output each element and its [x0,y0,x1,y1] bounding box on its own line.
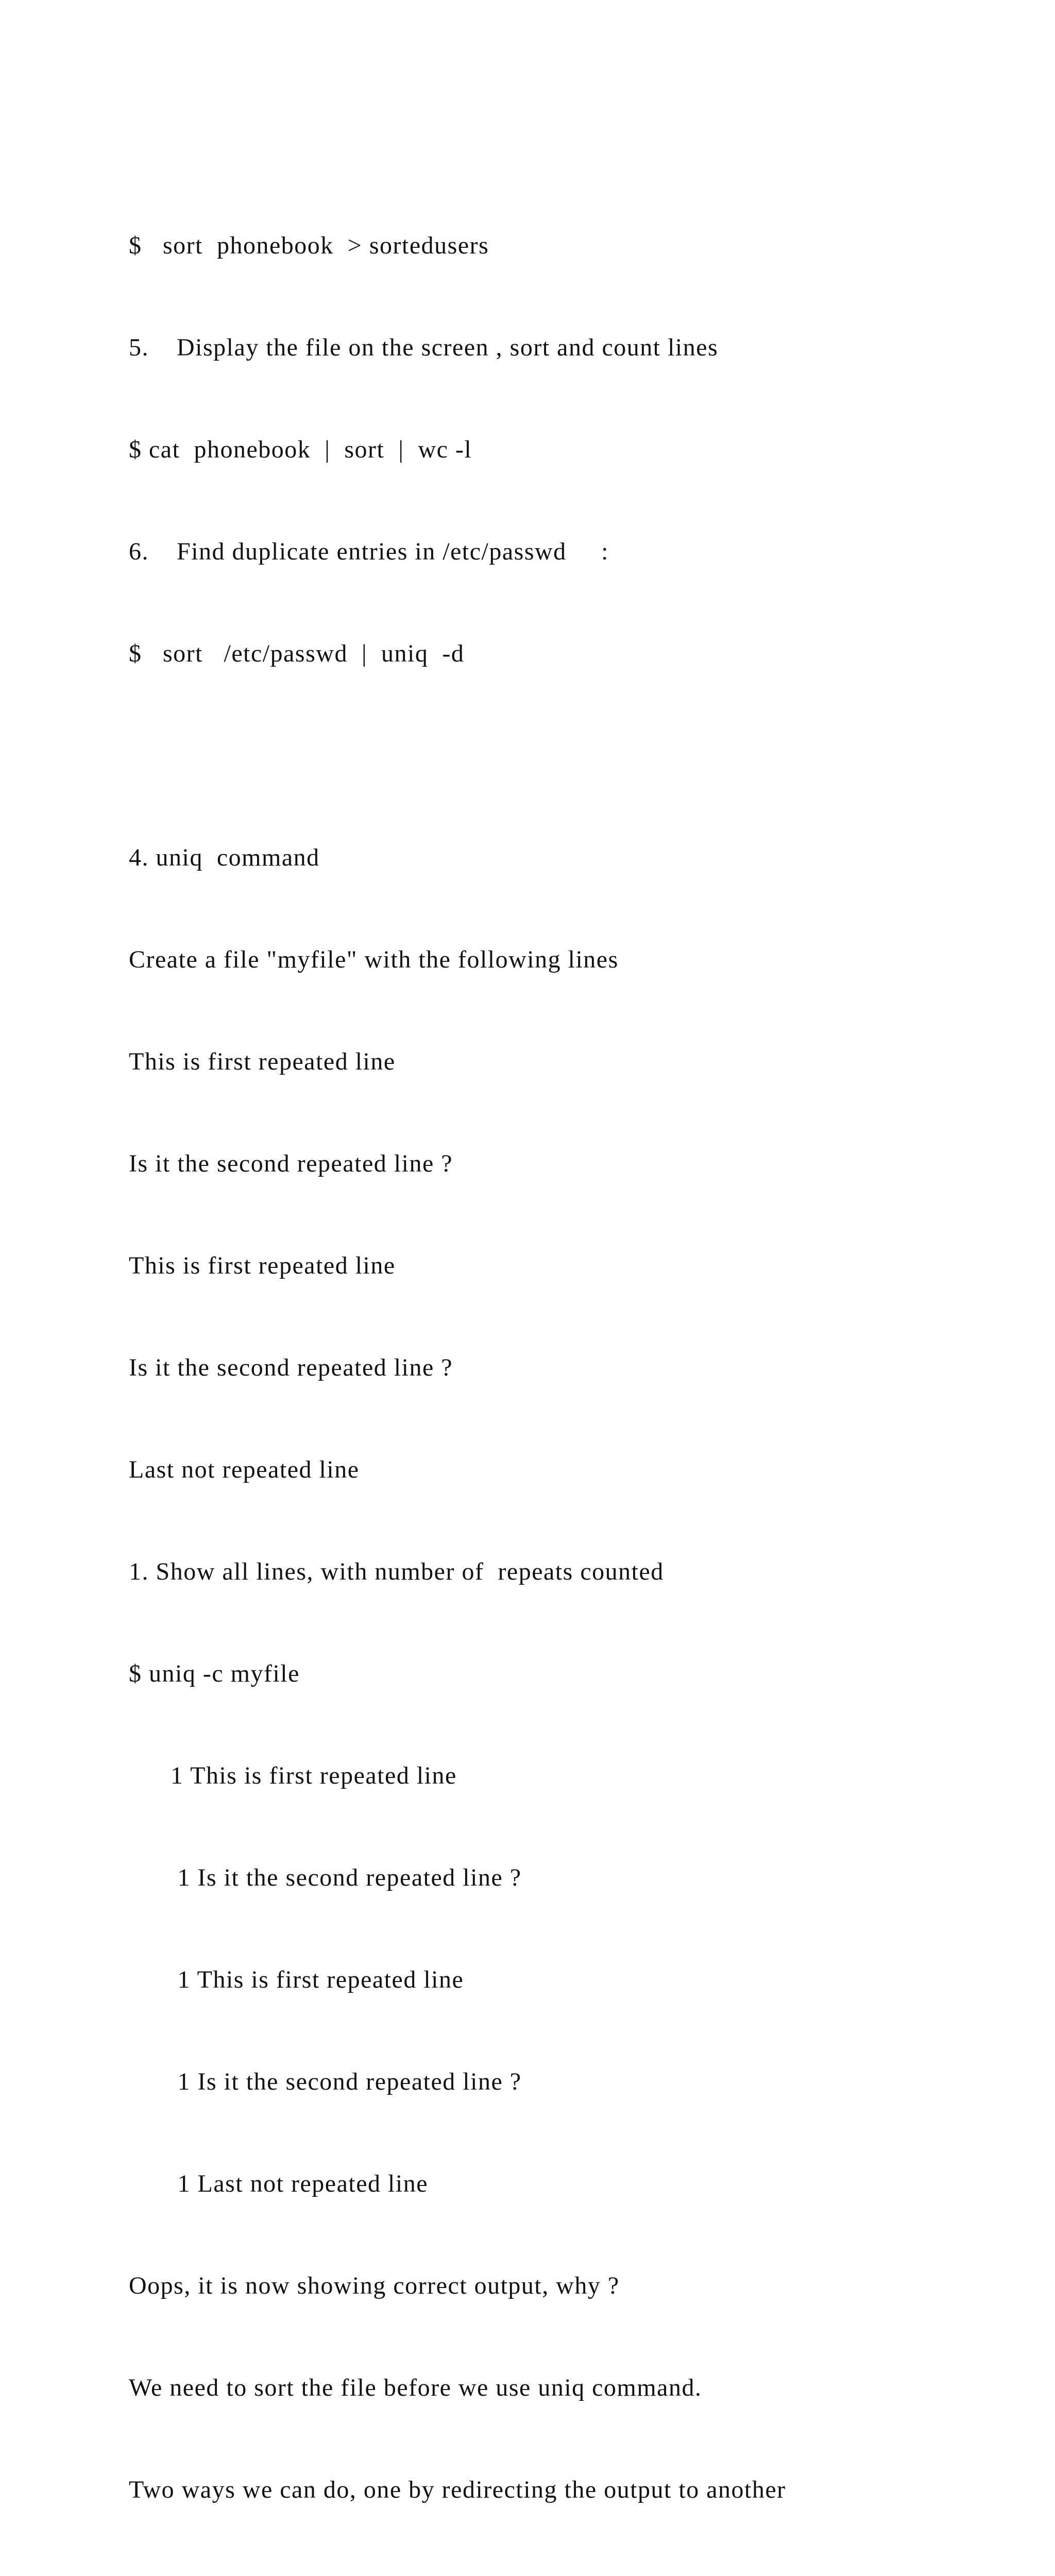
output-line: 1 This is first repeated line [129,1762,457,1789]
text-line: Is it the second repeated line ? [129,1354,453,1381]
text-line: 6. Find duplicate entries in /etc/passwd : [129,538,609,565]
text-line: This is first repeated line [129,1252,396,1279]
text-line [129,2575,1005,2576]
text-line: $ uniq -c myfile [129,1660,300,1687]
text-line: $ sort /etc/passwd | uniq -d [129,640,465,667]
text-line: This is first repeated line [129,1048,396,1075]
text-line: $ cat phonebook | sort | wc -l [129,436,472,463]
output-line: 1 Is it the second repeated line ? [129,1864,522,1891]
text-line: 5. Display the file on the screen , sort and count lines [129,334,719,361]
text-line: Two ways we can do, one by redirecting the output to another [129,2476,786,2503]
section-heading: 4. uniq command [129,844,320,871]
text-line: Oops, it is now showing correct output, why ? [129,2272,620,2299]
text-line: 1. Show all lines, with number of repeats counted [129,1558,664,1585]
text-line: Is it the second repeated line ? [129,1150,453,1177]
blank-line [129,739,1005,773]
output-line: 1 This is first repeated line [129,1966,464,1993]
text-line: $ sort phonebook > sortedusers [129,232,489,259]
text-line: Create a file "myfile" with the following lines [129,946,619,973]
text-line: We need to sort the file before we use uniq command. [129,2374,702,2401]
output-line: 1 Is it the second repeated line ? [129,2068,522,2095]
text-line: Last not repeated line [129,1456,360,1483]
document-body [129,161,1005,2576]
output-line: 1 Last not repeated line [129,2170,428,2197]
